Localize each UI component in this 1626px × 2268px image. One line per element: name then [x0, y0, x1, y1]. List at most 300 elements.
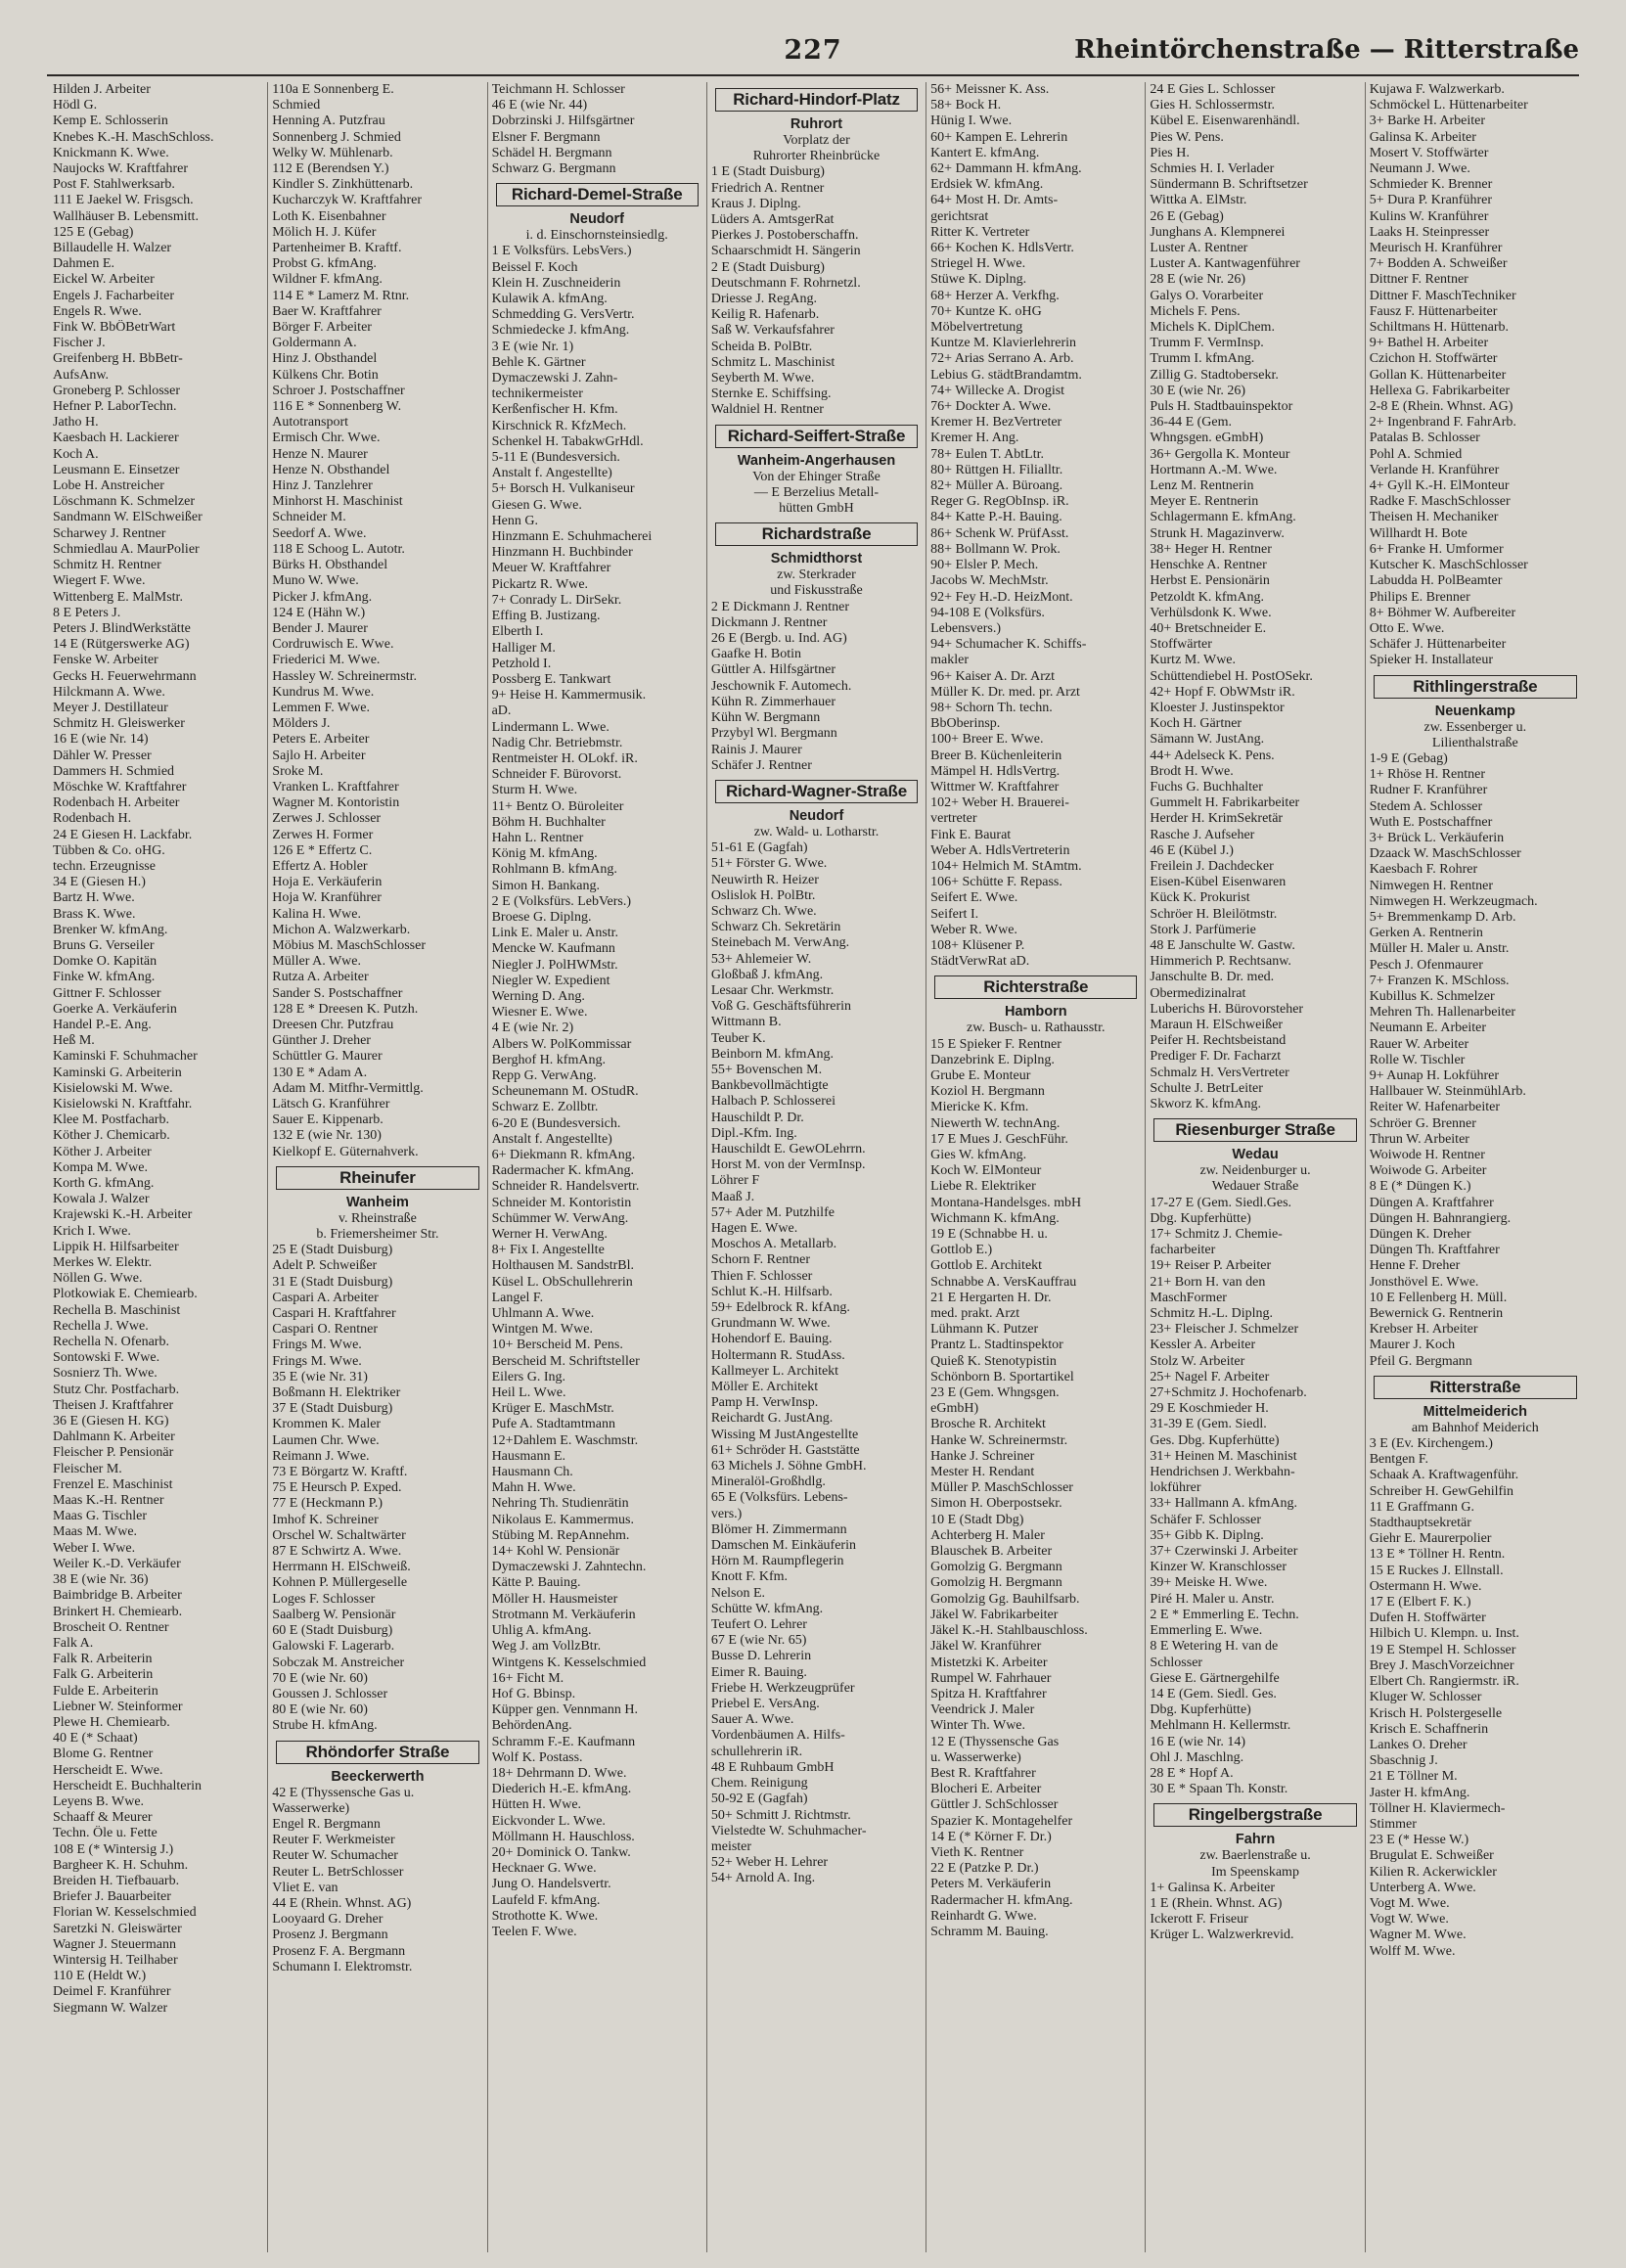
entry-line: Knott F. Kfm. — [710, 1569, 789, 1585]
entry-line: 1 E (Stadt Duisburg) — [710, 164, 825, 180]
street-location-note: — E Berzelius Metall- — [753, 484, 880, 500]
entry-line: Koch H. Gärtner — [1150, 716, 1242, 732]
entry-line: Hellexa G. Fabrikarbeiter — [1369, 383, 1511, 398]
entry-line: Rodenbach H. Arbeiter — [53, 795, 180, 811]
entry-line: Brodt H. Wwe. — [1150, 763, 1234, 779]
entry-line: Caspari H. Kraftfahrer — [272, 1306, 396, 1322]
entry-line: 74+ Willecke A. Drogist — [930, 383, 1065, 398]
entry-line: Lühmann K. Putzer — [930, 1322, 1039, 1338]
entry-line: Lebius G. städtBrandamtm. — [930, 367, 1082, 383]
entry-line: Lippik H. Hilfsarbeiter — [53, 1239, 179, 1254]
entry-line: Lindermann L. Wwe. — [491, 719, 610, 735]
entry-line: Pies W. Pens. — [1150, 129, 1224, 145]
entry-line: 42 E (Thyssensche Gas u. — [272, 1785, 415, 1800]
entry-line: u. Wasserwerke) — [930, 1749, 1021, 1765]
entry-line: 21 E Töllner M. — [1369, 1769, 1458, 1785]
entry-line: 1+ Rhöse H. Rentner — [1369, 767, 1486, 783]
entry-line: Kirschnick R. KfzMech. — [491, 418, 627, 433]
entry-line: Caspari A. Arbeiter — [272, 1290, 379, 1305]
entry-line: Hilden J. Arbeiter — [53, 82, 151, 97]
entry-line: Nehring Th. Studienrätin — [491, 1496, 629, 1512]
entry-line: 10 E (Stadt Dbg) — [930, 1512, 1024, 1527]
street-heading: Richard-Demel-Straße — [496, 183, 699, 206]
street-location-note: Im Speenskamp — [1211, 1864, 1299, 1880]
entry-line: Link E. Maler u. Anstr. — [491, 926, 619, 941]
entry-line: Frenzel E. Maschinist — [53, 1476, 173, 1492]
entry-line: 3+ Brück L. Verkäuferin — [1369, 830, 1505, 845]
entry-line: Saretzki N. Gleiswärter — [53, 1921, 182, 1936]
entry-line: 1+ Galinsa K. Arbeiter — [1150, 1880, 1276, 1895]
entry-line: Kompa M. Wwe. — [53, 1159, 148, 1175]
entry-line: 84+ Katte P.-H. Bauing. — [930, 510, 1062, 525]
entry-line: Luberichs H. Bürovorsteher — [1150, 1001, 1304, 1017]
entry-line: Schmitz H. Gleiswerker — [53, 716, 185, 732]
entry-line: Strube H. kfmAng. — [272, 1718, 378, 1734]
entry-line: Steinebach M. VerwAng. — [710, 935, 850, 951]
entry-line: 31 E (Stadt Duisburg) — [272, 1274, 393, 1290]
entry-line: Schneider F. Bürovorst. — [491, 767, 622, 783]
entry-line: Pesch J. Ofenmaurer — [1369, 957, 1483, 973]
entry-line: Whngsgen. eGmbH) — [1150, 431, 1264, 446]
entry-line: Strothotte K. Wwe. — [491, 1908, 599, 1924]
entry-line: Kübel E. Eisenwarenhändl. — [1150, 113, 1300, 129]
entry-line: Luster A. Rentner — [1150, 241, 1248, 256]
entry-line: 50+ Schmitt J. Richtmstr. — [710, 1807, 851, 1823]
entry-line: Fischer J. — [53, 336, 106, 351]
entry-line: Peters E. Arbeiter — [272, 732, 370, 748]
entry-line: 19 E (Schnabbe H. u. — [930, 1227, 1048, 1243]
entry-line: Töllner H. Klaviermech- — [1369, 1800, 1506, 1816]
entry-line: Kaminski F. Schuhmacher — [53, 1049, 198, 1065]
entry-line: 28 E * Hopf A. — [1150, 1765, 1234, 1781]
street-location-note: i. d. Einschornsteinsiedlg. — [525, 228, 668, 244]
entry-line: 26 E (Bergb. u. Ind. AG) — [710, 631, 847, 647]
street-location-note: hütten GmbH — [779, 501, 854, 517]
entry-line: Piré H. Maler u. Anstr. — [1150, 1591, 1275, 1607]
street-location-note: zw. Essenberger u. — [1423, 719, 1527, 735]
entry-line: Theisen J. Kraftfahrer — [53, 1397, 174, 1413]
entry-line: Kurtz M. Wwe. — [1150, 653, 1237, 668]
entry-line: Spazier K. Montagehelfer — [930, 1813, 1073, 1829]
entry-line: 48 E Ruhbaum GmbH — [710, 1759, 835, 1775]
entry-line: Anstalt f. Angestellte) — [491, 466, 612, 481]
entry-line: 70+ Kuntze K. oHG — [930, 303, 1042, 319]
entry-line: Jatho H. — [53, 415, 99, 431]
entry-line: Friederici M. Wwe. — [272, 653, 381, 668]
entry-line: Kutscher K. MaschSchlosser — [1369, 558, 1528, 573]
entry-line: Müller P. MaschSchlosser — [930, 1480, 1073, 1496]
entry-line: Albers W. PolKommissar — [491, 1036, 632, 1052]
entry-line: Stüwe K. Diplng. — [930, 272, 1027, 288]
entry-line: 13 E * Töllner H. Rentn. — [1369, 1547, 1506, 1563]
street-location-note: zw. Neidenburger u. — [1199, 1163, 1311, 1179]
entry-line: technikermeister — [491, 386, 583, 402]
entry-line: 70 E (wie Nr. 60) — [272, 1670, 368, 1686]
entry-line: Friedrich A. Rentner — [710, 180, 825, 196]
entry-line: Reiter W. Hafenarbeiter — [1369, 1100, 1501, 1115]
entry-line: 8 E Peters J. — [53, 605, 121, 620]
entry-line: Schmedding G. VersVertr. — [491, 307, 635, 323]
entry-line: Damschen M. Einkäuferin — [710, 1538, 856, 1554]
entry-line: Montana-Handelsges. mbH — [930, 1195, 1082, 1210]
entry-line: 76+ Dockter A. Wwe. — [930, 399, 1052, 415]
district-heading: Schmidthorst — [770, 551, 863, 567]
entry-line: Gerken A. Rentnerin — [1369, 926, 1483, 941]
entry-line: Eickel W. Arbeiter — [53, 272, 155, 288]
entry-line: Emmerling E. Wwe. — [1150, 1623, 1263, 1639]
entry-line: Giehr E. Maurerpolier — [1369, 1531, 1492, 1547]
entry-line: Erdsiek W. kfmAng. — [930, 177, 1044, 193]
entry-line: Reuter F. Werkmeister — [272, 1833, 395, 1848]
entry-line: 46 E (wie Nr. 44) — [491, 98, 588, 113]
entry-line: Picker J. kfmAng. — [272, 589, 373, 605]
entry-line: Kilien R. Ackerwickler — [1369, 1864, 1497, 1880]
entry-line: 73 E Börgartz W. Kraftf. — [272, 1465, 408, 1480]
entry-line: Peters M. Verkäuferin — [930, 1877, 1052, 1892]
entry-line: Broscheit O. Rentner — [53, 1619, 169, 1635]
entry-line: Stork J. Parfümerie — [1150, 922, 1256, 937]
entry-line: 2 E (Stadt Duisburg) — [710, 259, 825, 275]
entry-line: Wolf K. Postass. — [491, 1749, 583, 1765]
entry-line: Rolle W. Tischler — [1369, 1052, 1466, 1067]
entry-line: 60 E (Stadt Duisburg) — [272, 1623, 393, 1639]
entry-line: Dittner F. MaschTechniker — [1369, 288, 1516, 303]
entry-line: Trumm I. kfmAng. — [1150, 351, 1255, 367]
entry-line: Chem. Reinigung — [710, 1776, 808, 1792]
entry-line: Schroer J. Postschaffner — [272, 383, 405, 398]
entry-line: Anstalt f. Angestellte) — [491, 1131, 612, 1147]
entry-line: Sbaschnig J. — [1369, 1753, 1438, 1769]
entry-line: Neumann J. Wwe. — [1369, 161, 1470, 177]
entry-line: 23+ Fleischer J. Schmelzer — [1150, 1322, 1299, 1338]
entry-line: Post F. Stahlwerksarb. — [53, 177, 175, 193]
entry-line: Schneider M. Kontoristin — [491, 1195, 632, 1210]
entry-line: Meyer J. Destillateur — [53, 700, 168, 715]
entry-line: Kremer H. BezVertreter — [930, 415, 1062, 431]
entry-line: Theisen H. Mechaniker — [1369, 510, 1499, 525]
entry-line: Nelson E. — [710, 1585, 766, 1601]
entry-line: 9+ Bathel H. Arbeiter — [1369, 336, 1489, 351]
entry-line: Külkens Chr. Botin — [272, 367, 379, 383]
entry-line: Hanke W. Schreinermstr. — [930, 1432, 1068, 1448]
entry-line: Herscheidt E. Wwe. — [53, 1762, 163, 1778]
entry-line: 2+ Ingenbrand F. FahrArb. — [1369, 415, 1516, 431]
entry-line: Bankbevollmächtigte — [710, 1078, 829, 1094]
entry-line: Loth K. Eisenbahner — [272, 208, 386, 224]
entry-line: Groneberg P. Schlosser — [53, 383, 181, 398]
entry-line: Hörn M. Raumpflegerin — [710, 1554, 844, 1569]
entry-line: Leusmann E. Einsetzer — [53, 462, 180, 477]
entry-line: Zillig G. Stadtobersekr. — [1150, 367, 1279, 383]
street-heading: Richterstraße — [934, 975, 1137, 999]
entry-line: Hallbauer W. SteinmühlArb. — [1369, 1084, 1526, 1100]
entry-line: 72+ Arias Serrano A. Arb. — [930, 351, 1074, 367]
entry-line: Jacobs W. MechMstr. — [930, 573, 1049, 589]
entry-line: Hagen E. Wwe. — [710, 1220, 798, 1236]
entry-line: Greifenberg H. BbBetr- — [53, 351, 183, 367]
street-location-note: v. Rheinstraße — [338, 1210, 417, 1226]
entry-line: Ermisch Chr. Wwe. — [272, 431, 381, 446]
entry-line: Hilbich U. Klempn. u. Inst. — [1369, 1626, 1519, 1642]
entry-line: Sroke M. — [272, 763, 324, 779]
entry-line: 34 E (Giesen H.) — [53, 875, 146, 890]
entry-line: Wolff M. Wwe. — [1369, 1943, 1456, 1959]
entry-line: 9+ Aunap H. Lokführer — [1369, 1067, 1499, 1083]
entry-line: Tübben & Co. oHG. — [53, 842, 165, 858]
entry-line: Breer B. Küchenleiterin — [930, 748, 1062, 763]
entry-line: Kloester J. Justinspektor — [1150, 700, 1285, 715]
entry-line: 40 E (* Schaat) — [53, 1731, 138, 1746]
running-head: Rheintörchenstraße — Ritterstraße — [1074, 35, 1579, 65]
column-4 — [707, 82, 926, 2252]
entry-line: Hausmann Ch. — [491, 1465, 573, 1480]
entry-line: Ohl J. Maschlng. — [1150, 1749, 1244, 1765]
entry-line: 59+ Edelbrock R. kfAng. — [710, 1300, 850, 1315]
entry-line: 24 E Gies L. Schlosser — [1150, 82, 1276, 97]
entry-line: Kalina H. Wwe. — [272, 906, 361, 922]
entry-line: Reinhardt G. Wwe. — [930, 1908, 1037, 1924]
entry-line: Naujocks W. Kraftfahrer — [53, 161, 189, 177]
entry-line: Zerwes J. Schlosser — [272, 811, 382, 827]
entry-line: Bentgen F. — [1369, 1452, 1429, 1468]
entry-line: Broese G. Diplng. — [491, 909, 592, 925]
entry-line: Niegler J. PolHWMstr. — [491, 957, 618, 973]
street-heading: Richard-Wagner-Straße — [715, 780, 918, 803]
entry-line: Schorn F. Rentner — [710, 1252, 810, 1268]
entry-line: Galys O. Vorarbeiter — [1150, 288, 1264, 303]
entry-line: Jaster H. kfmAng. — [1369, 1785, 1470, 1800]
entry-line: Kielkopf E. Güternahverk. — [272, 1144, 419, 1159]
entry-line: Eisen-Kübel Eisenwaren — [1150, 875, 1287, 890]
entry-line: 132 E (wie Nr. 130) — [272, 1128, 382, 1144]
entry-line: Kisielowski N. Kraftfahr. — [53, 1097, 193, 1111]
entry-line: Stolz W. Arbeiter — [1150, 1353, 1245, 1369]
entry-line: Laufeld F. kfmAng. — [491, 1892, 601, 1908]
entry-line: 14 E (Gem. Siedl. Ges. — [1150, 1686, 1277, 1701]
entry-line: Elberth I. — [491, 624, 544, 640]
entry-line: 17 E (Elbert F. K.) — [1369, 1595, 1471, 1610]
entry-line: Bruns G. Verseiler — [53, 937, 155, 953]
entry-line: Beinborn M. kfmAng. — [710, 1046, 835, 1062]
entry-line: Voß G. Geschäftsführerin — [710, 999, 852, 1015]
entry-line: 65 E (Volksfürs. Lebens- — [710, 1490, 848, 1506]
entry-line: 1 E (Rhein. Whnst. AG) — [1150, 1895, 1283, 1911]
entry-line: Possberg E. Tankwart — [491, 671, 611, 687]
entry-line: makler — [930, 653, 969, 668]
entry-line: schullehrerin iR. — [710, 1744, 803, 1759]
entry-line: Rodenbach H. — [53, 811, 132, 827]
entry-line: 80 E (wie Nr. 60) — [272, 1702, 368, 1718]
street-heading: Rithlingerstraße — [1374, 675, 1577, 699]
entry-line: Meyer E. Rentnerin — [1150, 494, 1259, 510]
entry-line: Behle K. Gärtner — [491, 354, 586, 370]
entry-line: 7+ Franzen K. MSchloss. — [1369, 973, 1510, 988]
entry-line: Kindler S. Zinkhüttenarb. — [272, 177, 414, 193]
entry-line: Boßmann H. Elektriker — [272, 1385, 401, 1401]
entry-line: Maas M. Wwe. — [53, 1524, 138, 1540]
entry-line: 48 E Janschulte W. Gastw. — [1150, 937, 1295, 953]
entry-line: Krüger L. Walzwerkrevid. — [1150, 1928, 1294, 1943]
entry-line: 8+ Böhmer W. Aufbereiter — [1369, 605, 1516, 620]
entry-line: 15 E Spieker F. Rentner — [930, 1036, 1061, 1052]
entry-line: Florian W. Kesselschmied — [53, 1905, 197, 1921]
entry-line: Gummelt H. Fabrikarbeiter — [1150, 795, 1300, 811]
entry-line: 88+ Bollmann W. Prok. — [930, 541, 1061, 557]
entry-line: Obermedizinalrat — [1150, 985, 1246, 1001]
entry-line: Müller A. Wwe. — [272, 954, 362, 970]
street-location-note: zw. Sterkrader — [777, 567, 856, 583]
entry-line: Driesse J. RegAng. — [710, 292, 817, 307]
entry-line: Dbg. Kupferhütte) — [1150, 1210, 1251, 1226]
entry-line: 8 E Wetering H. van de — [1150, 1639, 1279, 1655]
entry-line: Krebser H. Arbeiter — [1369, 1322, 1478, 1338]
entry-line: 112 E (Berendsen Y.) — [272, 161, 389, 177]
district-heading: Mittelmeiderich — [1423, 1403, 1527, 1420]
entry-line: 51-61 E (Gagfah) — [710, 840, 808, 856]
entry-line: med. prakt. Arzt — [930, 1306, 1020, 1322]
entry-line: Moschos A. Metallarb. — [710, 1237, 837, 1252]
entry-line: Handel P.-E. Ang. — [53, 1017, 152, 1032]
entry-line: Dymaczewski J. Zahn- — [491, 371, 618, 386]
entry-line: Briefer J. Bauarbeiter — [53, 1889, 171, 1905]
entry-line: Puls H. Stadtbauinspektor — [1150, 399, 1293, 415]
entry-line: Rutza A. Arbeiter — [272, 970, 369, 985]
entry-line: 108 E (* Wintersig J.) — [53, 1841, 174, 1857]
entry-line: Ickerott F. Friseur — [1150, 1912, 1248, 1928]
entry-line: Engel R. Bergmann — [272, 1816, 381, 1832]
entry-line: Maraun H. ElSchweißer — [1150, 1017, 1284, 1032]
entry-line: Gottlob E.) — [930, 1243, 993, 1258]
entry-line: BehördenAng. — [491, 1718, 572, 1734]
entry-line: 3+ Barke H. Arbeiter — [1369, 113, 1485, 129]
entry-line: Gollan K. Hüttenarbeiter — [1369, 367, 1507, 383]
entry-line: 27+Schmitz J. Hochofenarb. — [1150, 1385, 1307, 1401]
entry-line: Seifert E. Wwe. — [930, 890, 1018, 906]
entry-line: 104+ Helmich M. StAmtm. — [930, 858, 1082, 874]
entry-line: 21+ Born H. van den — [1150, 1274, 1266, 1290]
entry-line: 17 E Mues J. GeschFühr. — [930, 1131, 1068, 1147]
entry-line: Maas K.-H. Rentner — [53, 1493, 164, 1509]
entry-line: Schnabbe A. VersKauffrau — [930, 1274, 1077, 1290]
entry-line: Kucharczyk W. Kraftfahrer — [272, 193, 423, 208]
entry-line: Prediger F. Dr. Facharzt — [1150, 1049, 1282, 1065]
entry-line: 23 E (* Hesse W.) — [1369, 1833, 1469, 1848]
entry-line: Kaesbach H. Lackierer — [53, 431, 179, 446]
entry-line: Imhof K. Schreiner — [272, 1512, 379, 1527]
entry-line: 2 E Dickmann J. Rentner — [710, 599, 849, 614]
entry-line: Meuer W. Kraftfahrer — [491, 561, 611, 576]
entry-line: Niegler W. Expedient — [491, 973, 610, 988]
entry-line: Kremer H. Ang. — [930, 431, 1019, 446]
entry-line: Wintgen M. Wwe. — [491, 1322, 593, 1338]
entry-line: 100+ Breer E. Wwe. — [930, 732, 1044, 748]
entry-line: 60+ Kampen E. Lehrerin — [930, 129, 1068, 145]
street-location-note: Vorplatz der — [783, 133, 850, 148]
entry-line: Prosenz J. Bergmann — [272, 1928, 388, 1943]
entry-line: Gomolzig G. Bergmann — [930, 1560, 1062, 1575]
entry-line: 55+ Bovenschen M. — [710, 1062, 823, 1077]
entry-line: Mölders J. — [272, 716, 331, 732]
entry-line: 31-39 E (Gem. Siedl. — [1150, 1417, 1267, 1432]
entry-line: Eilers G. Ing. — [491, 1369, 565, 1384]
entry-line: Lemmen F. Wwe. — [272, 700, 370, 715]
street-location-note: Lilienthalstraße — [1431, 735, 1518, 750]
entry-line: Probst G. kfmAng. — [272, 256, 377, 272]
entry-line: Goerke A. Verkäuferin — [53, 1001, 177, 1017]
entry-line: Plotkowiak E. Chemiearb. — [53, 1287, 198, 1302]
entry-line: Gaafke H. Botin — [710, 647, 801, 662]
entry-line: Ostermann H. Wwe. — [1369, 1578, 1482, 1594]
entry-line: Sündermann B. Schriftsetzer — [1150, 177, 1308, 193]
entry-line: Galinsa K. Arbeiter — [1369, 129, 1476, 145]
entry-line: Peters J. BlindWerkstätte — [53, 620, 191, 636]
street-location-note: zw. Wald- u. Lotharstr. — [753, 824, 880, 839]
district-heading: Fahrn — [1235, 1832, 1276, 1848]
entry-line: Giese E. Gärtnergehilfe — [1150, 1670, 1280, 1686]
entry-line: Himmerich P. Rechtsanw. — [1150, 954, 1291, 970]
entry-line: Mistetzki K. Arbeiter — [930, 1655, 1048, 1670]
entry-line: Gittner F. Schlosser — [53, 985, 161, 1001]
entry-line: meister — [710, 1838, 752, 1854]
entry-line: Holthausen M. SandstrBl. — [491, 1258, 635, 1274]
entry-line: Stadthauptsekretär — [1369, 1516, 1471, 1531]
entry-line: Quieß K. Stenotypistin — [930, 1353, 1057, 1369]
entry-line: Techn. Öle u. Fette — [53, 1826, 158, 1841]
entry-line: Gecks H. Feuerwehrmann — [53, 668, 197, 684]
column-2 — [268, 82, 487, 2252]
entry-line: vertreter — [930, 811, 977, 827]
entry-line: Wittenberg E. MalMstr. — [53, 589, 183, 605]
entry-line: Cordruwisch E. Wwe. — [272, 637, 394, 653]
entry-line: Caspari O. Rentner — [272, 1322, 378, 1338]
entry-line: 40+ Bretschneider E. — [1150, 620, 1267, 636]
entry-line: 15 E Ruckes J. Ellnstall. — [1369, 1563, 1504, 1578]
entry-line: Veendrick J. Maler — [930, 1702, 1035, 1718]
entry-line: Schneider M. — [272, 510, 346, 525]
entry-line: 5+ Bremmenkamp D. Arb. — [1369, 909, 1516, 925]
entry-line: Knickmann K. Wwe. — [53, 145, 169, 160]
entry-line: Henze N. Obsthandel — [272, 462, 390, 477]
entry-line: Thrun W. Arbeiter — [1369, 1131, 1469, 1147]
entry-line: Achterberg H. Maler — [930, 1527, 1045, 1543]
entry-line: Wildner F. kfmAng. — [272, 272, 383, 288]
entry-line: Seifert I. — [930, 906, 979, 922]
entry-line: Klee M. Postfacharb. — [53, 1112, 169, 1128]
entry-line: Kantert E. kfmAng. — [930, 145, 1040, 160]
district-heading: Ruhrort — [790, 116, 843, 132]
entry-line: Sonnenberg J. Schmied — [272, 129, 401, 145]
entry-line: Scharwey J. Rentner — [53, 525, 166, 541]
entry-line: Merkes W. Elektr. — [53, 1255, 153, 1271]
entry-line: Petzoldt K. kfmAng. — [1150, 589, 1265, 605]
entry-line: 44 E (Rhein. Whnst. AG) — [272, 1895, 412, 1911]
entry-line: Möllmann H. Hauschloss. — [491, 1829, 635, 1844]
entry-line: Henze N. Maurer — [272, 446, 368, 462]
entry-line: Kubillus K. Schmelzer — [1369, 988, 1495, 1004]
entry-line: Effing B. Justizang. — [491, 609, 601, 624]
directory-columns — [49, 82, 1585, 2252]
entry-line: Schmied — [272, 98, 321, 113]
entry-line: Kinzer W. Kranschlosser — [1150, 1560, 1287, 1575]
entry-line: Kowala J. Walzer — [53, 1192, 150, 1207]
entry-line: Fleischer P. Pensionär — [53, 1445, 174, 1461]
entry-line: Werning D. Ang. — [491, 988, 585, 1004]
entry-line: Schäfer J. Hüttenarbeiter — [1369, 637, 1507, 653]
entry-line: Verhülsdonk K. Wwe. — [1150, 605, 1272, 620]
street-heading: Riesenburger Straße — [1153, 1118, 1356, 1142]
entry-line: Sauer E. Kippenarb. — [272, 1112, 384, 1128]
entry-line: Niewerth W. technAng. — [930, 1115, 1061, 1131]
